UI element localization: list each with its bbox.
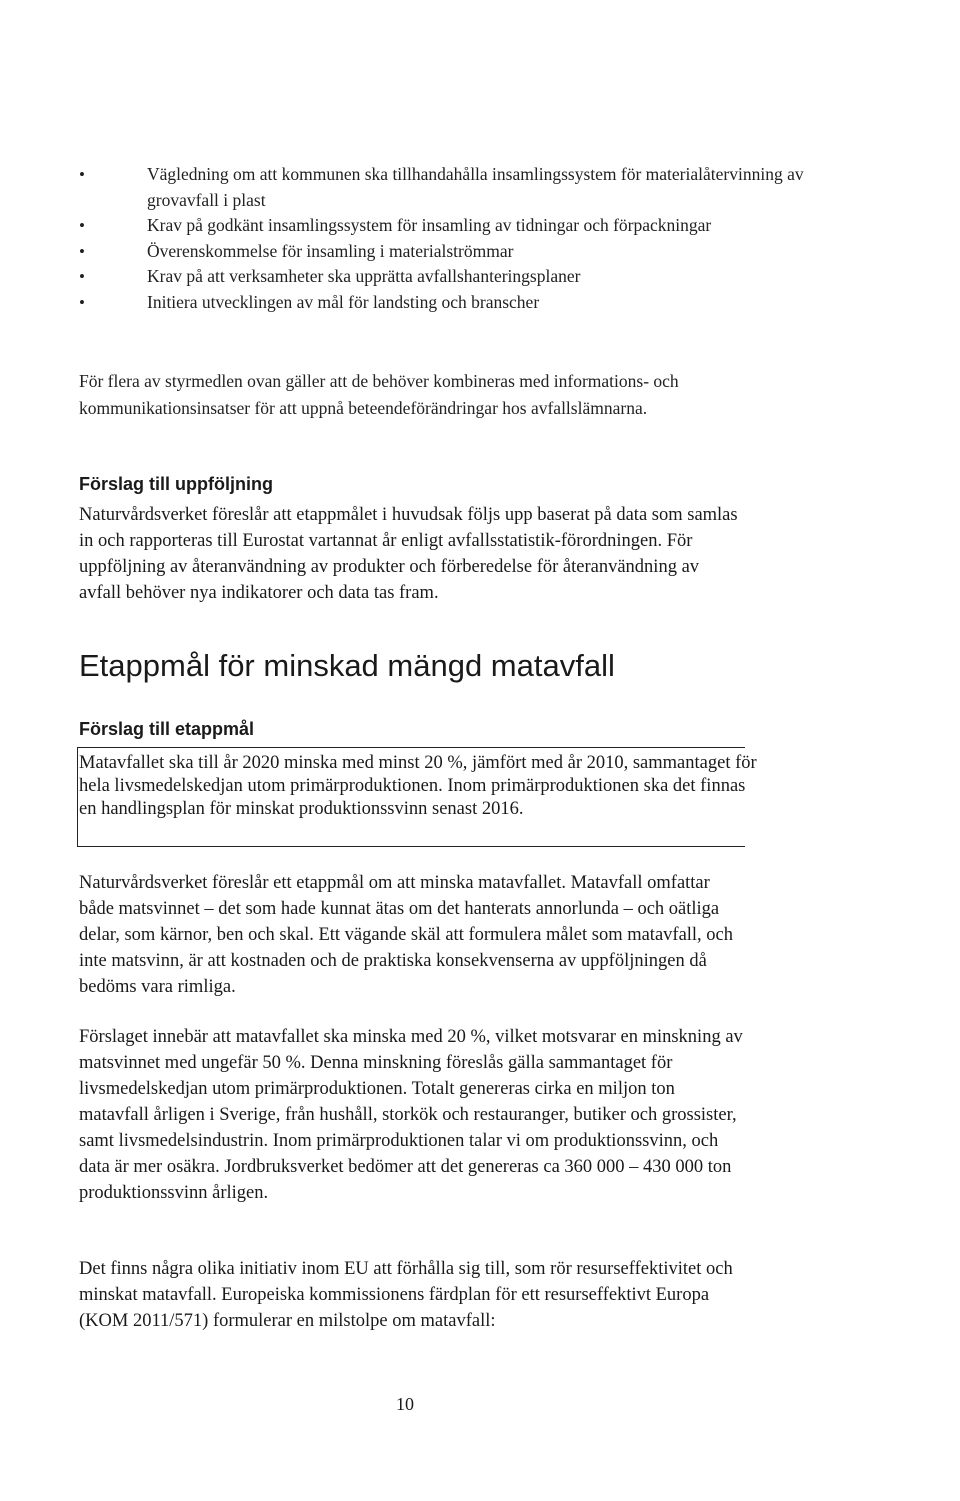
list-item [79,213,879,239]
list-item [79,162,879,213]
list-item [79,264,879,290]
list-item [79,290,879,316]
list-item-text: Överenskommelse för insamling i materialströmmar [147,240,514,261]
bullet-icon: • [79,292,85,312]
paragraph-uppfoljning: Naturvårdsverket föreslår att etappmålet i huvudsak följs upp baserat på data som samlas in och rapporteras till Eurostat vartannat år enligt avfallsstatistik-förordningen. För uppföljning av återanvändning av produkter och förberedelse för återanvändning av avfall behöver nya indikatorer och data tas fram. [79,505,738,603]
bullet-list [79,162,879,315]
bullet-icon: • [79,216,85,235]
list-item-text: Krav på att verksamheter ska upprätta avfallshanteringsplaner [147,266,581,286]
list-item-text: Initiera utvecklingen av mål för landsting och branscher [147,291,540,312]
list-item-text: Krav på godkänt insamlingssystem för insamling av tidningar och förpackningar [147,215,712,235]
list-item [79,239,879,265]
page-number: 10 [396,1394,414,1414]
heading-uppfoljning: Förslag till uppföljning [79,474,273,494]
paragraph-2: Förslaget innebär att matavfallet ska minska med 20 %, vilket motsvarar en minskning av matsvinnet med ungefär 50 %. Denna minskning föreslås gälla sammantaget för livsmedelskedjan utom primärproduktionen. Totalt genereras cirka en miljon ton matavfall årligen i Sverige, från hushåll, storkök och restauranger, butiker och grossister, samt livsmedelsindustrin. Inom primärproduktionen talar vi om produktionssvinn, och data är mer osäkra. Jordbruksverket bedömer att det genereras ca 360 000 – 430 000 ton produktionssvinn årligen. [79,1027,743,1203]
bullet-icon: • [79,267,85,286]
goal-text: Matavfallet ska till år 2020 minska med minst 20 %, jämfört med år 2010, sammantaget för hela livsmedelskedjan utom primärproduktionen. Inom primärproduktionen ska det finnas en handlingsplan för minskat produktionssvinn senast 2016. [79,753,757,819]
paragraph-1: Naturvårdsverket föreslår ett etappmål om att minska matavfallet. Matavfall omfattar både matsvinnet – det som hade kunnat ätas om det hanterats annorlunda – och oätliga delar, som kärnor, ben och skal. Ett vägande skäl att formulera målet som matavfall, och inte matsvinn, är att kostnaden och de praktiska konsekvenserna av uppföljningen då bedöms vara rimliga. [79,873,734,997]
heading-etappmal: Förslag till etappmål [79,719,255,739]
paragraph-styrmedel: För flera av styrmedlen ovan gäller att de behöver kombineras med informations- och kommunikationsinsatser för att uppnå beteendeförändringar hos avfallslämnarna. [79,371,679,418]
bullet-icon: • [79,165,85,184]
list-item-text: Vägledning om att kommunen ska tillhandahålla insamlingssystem för materialåtervinning av grovavfall i plast [147,164,804,210]
page-title: Etappmål för minskad mängd matavfall [79,648,615,683]
bullet-icon: • [79,241,85,261]
paragraph-3: Det finns några olika initiativ inom EU att förhålla sig till, som rör resurseffektivitet och minskat matavfall. Europeiska kommissionens färdplan för ett resurseffektivt Europa (KOM 2011/571) formulerar en milstolpe om matavfall: [79,1259,733,1331]
